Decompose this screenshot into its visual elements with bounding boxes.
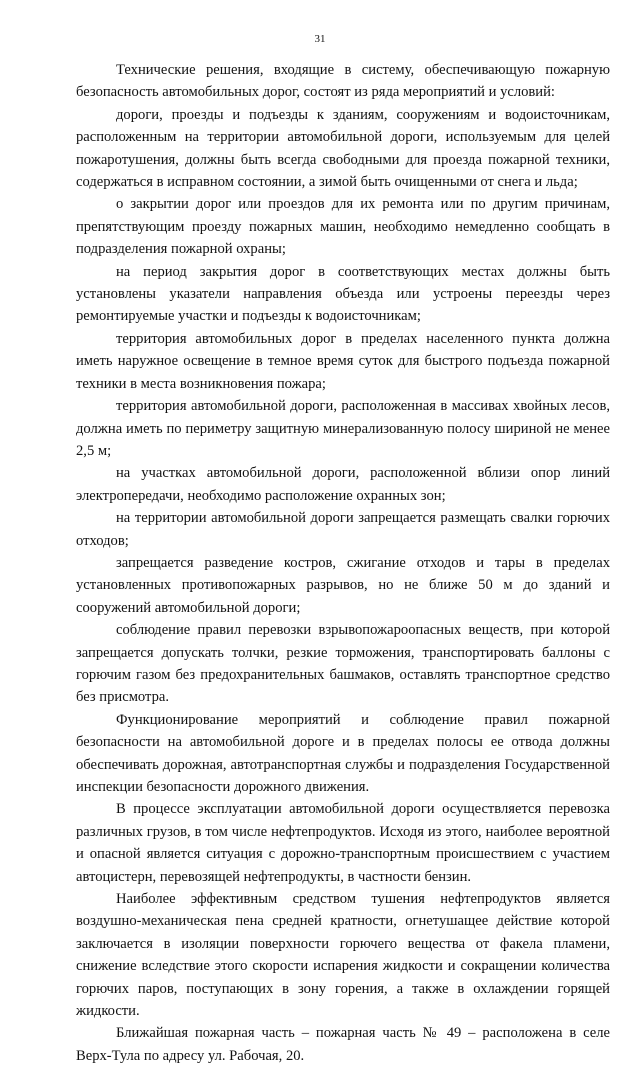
paragraph: на территории автомобильной дороги запрещается размещать свалки горючих отходов; bbox=[76, 510, 610, 549]
paragraph: на участках автомобильной дороги, расположенной вблизи опор линий электропередачи, необходимо расположение охранных зон; bbox=[76, 465, 610, 504]
page-number: 31 bbox=[314, 33, 326, 45]
paragraph: территория автомобильной дороги, расположенная в массивах хвойных лесов, должна иметь по периметру защитную минерализованную полосу шириной не менее 2,5 м; bbox=[76, 398, 610, 459]
document-body bbox=[76, 59, 610, 1067]
paragraph: дороги, проезды и подъезды к зданиям, сооружениям и водоисточникам, расположенным на территории автомобильной дороги, используемым для целей пожаротушения, должны быть всегда свободными для проезда пожарной техники, содержаться в исправном состоянии, а зимой быть очищенными от снега и льда; bbox=[76, 106, 610, 191]
paragraph: территория автомобильных дорог в пределах населенного пункта должна иметь наружное освещение в темное время суток для быстрого подъезда пожарной техники в места возникновения пожара; bbox=[76, 330, 610, 392]
paragraph: Наиболее эффективным средством тушения нефтепродуктов является воздушно-механическая пена средней кратности, огнетушащее действие которой заключается в изоляции поверхности горючего вещества от факела пламени, снижение вследствие этого скорости испарения жидкости и сокращении количества горючих паров, поступающих в зону горения, а также в охлаждении горящей жидкости. bbox=[76, 891, 610, 1020]
paragraph: Ближайшая пожарная часть – пожарная часть № 49 – расположена в селе Верх-Тула по адресу ул. Рабочая, 20. bbox=[76, 1025, 610, 1064]
paragraph: на период закрытия дорог в соответствующих местах должны быть установлены указатели направления объезда или устроены переезды через ремонтируемые участки и подъезды к водоисточникам; bbox=[76, 263, 610, 325]
paragraph: о закрытии дорог или проездов для их ремонта или по другим причинам, препятствующим проезду пожарных машин, необходимо немедленно сообщать в подразделения пожарной охраны; bbox=[76, 196, 610, 258]
paragraph: В процессе эксплуатации автомобильной дороги осуществляется перевозка различных грузов, в том числе нефтепродуктов. Исходя из этого, наиболее вероятной и опасной является ситуация с дорожно-транспортным происшествием с участием автоцистерн, перевозящей нефтепродукты, в частности бензин. bbox=[76, 801, 610, 885]
paragraph: запрещается разведение костров, сжигание отходов и тары в пределах установленных противопожарных разрывов, но не ближе 50 м до зданий и сооружений автомобильной дороги; bbox=[76, 554, 610, 616]
paragraph: Функционирование мероприятий и соблюдение правил пожарной безопасности на автомобильной дороге и в пределах полосы ее отвода должны обеспечивать дорожная, автотранспортная службы и подразделения Государственной инспекции безопасности дорожного движения. bbox=[76, 711, 610, 795]
paragraph: соблюдение правил перевозки взрывопожароопасных веществ, при которой запрещается допускать толчки, резкие торможения, транспортировать баллоны с горючим газом без предохранительных башмаков, оставлять транспортное средство без присмотра. bbox=[76, 622, 610, 706]
paragraph: Технические решения, входящие в систему, обеспечивающую пожарную безопасность автомобильных дорог, состоят из ряда мероприятий и условий: bbox=[76, 62, 610, 101]
